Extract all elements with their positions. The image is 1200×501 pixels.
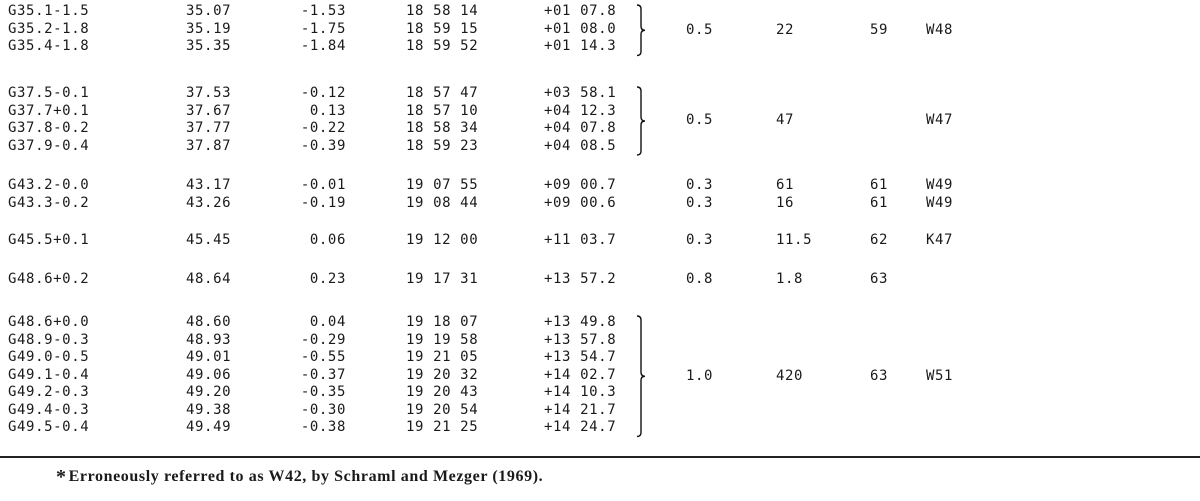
table-row (0, 402, 1200, 419)
longitude-cell: 37.53 (186, 85, 232, 101)
right-ascension-cell: 19 12 00 (406, 232, 479, 248)
column-eight-cell: 63 (870, 271, 889, 287)
right-ascension-cell: 19 07 55 (406, 177, 479, 193)
latitude-cell: 0.13 (309, 102, 346, 119)
source-name-cell: G35.4-1.8 (8, 38, 90, 54)
group-values-row (0, 368, 1200, 385)
longitude-cell: 48.64 (186, 271, 232, 287)
table-row (0, 138, 1200, 155)
source-name-cell: G35.1-1.5 (8, 3, 90, 19)
right-ascension-cell: 19 21 25 (406, 419, 479, 435)
longitude-cell: 48.93 (186, 331, 232, 348)
source-name-cell: G48.6+0.2 (8, 271, 90, 287)
latitude-cell: -1.53 (300, 3, 346, 19)
table-row (0, 85, 1200, 102)
declination-cell: +11 03.7 (544, 232, 617, 248)
right-ascension-cell: 19 18 07 (406, 314, 479, 330)
source-name-cell: G48.9-0.3 (8, 331, 90, 348)
flux-cell: 420 (776, 367, 804, 384)
declination-cell: +01 07.8 (544, 3, 617, 19)
right-ascension-cell: 19 19 58 (406, 331, 479, 348)
latitude-cell: -0.38 (300, 419, 346, 435)
column-eight-cell: 61 (870, 177, 889, 193)
longitude-cell: 37.77 (186, 120, 232, 136)
latitude-cell: -0.29 (300, 331, 346, 348)
source-name-cell: G37.8-0.2 (8, 120, 90, 136)
latitude-cell: -0.01 (300, 177, 346, 193)
latitude-cell: -0.35 (300, 384, 346, 400)
column-eight-cell: 61 (870, 194, 889, 211)
right-ascension-cell: 18 59 15 (406, 20, 479, 37)
latitude-cell: -0.19 (300, 194, 346, 211)
longitude-cell: 43.17 (186, 177, 232, 193)
longitude-cell: 37.87 (186, 137, 232, 154)
longitude-cell: 49.01 (186, 349, 232, 365)
declination-cell: +09 00.7 (544, 177, 617, 193)
source-name-cell: G37.9-0.4 (8, 137, 90, 154)
latitude-cell: -1.75 (300, 20, 346, 37)
declination-cell: +14 10.3 (544, 384, 617, 400)
flux-cell: 47 (776, 112, 795, 129)
longitude-cell: 35.35 (186, 38, 232, 54)
right-ascension-cell: 18 59 23 (406, 137, 479, 154)
right-ascension-cell: 18 58 14 (406, 3, 479, 19)
group-values-row (0, 22, 1200, 39)
diameter-cell: 0.3 (686, 194, 714, 211)
table-row (0, 332, 1200, 349)
source-name-cell: G49.5-0.4 (8, 419, 90, 435)
declination-cell: +13 57.8 (544, 331, 617, 348)
latitude-cell: 0.06 (309, 232, 346, 248)
declination-cell: +04 07.8 (544, 120, 617, 136)
longitude-cell: 35.07 (186, 3, 232, 19)
longitude-cell: 49.49 (186, 419, 232, 435)
footnote-text: Erroneously referred to as W42, by Schraml and Mezger (1969). (68, 468, 544, 485)
table-bottom-rule (0, 456, 1200, 458)
table-row (0, 384, 1200, 401)
flux-cell: 61 (776, 177, 795, 193)
right-ascension-cell: 18 57 47 (406, 85, 479, 101)
latitude-cell: -1.84 (300, 38, 346, 54)
source-name-cell: G43.3-0.2 (8, 194, 90, 211)
table-row (0, 3, 1200, 20)
flux-cell: 16 (776, 194, 795, 211)
latitude-cell: 0.23 (309, 271, 346, 287)
flux-cell: 22 (776, 21, 795, 38)
reference-cell: K47 (926, 232, 954, 248)
reference-cell: W47 (926, 112, 954, 129)
declination-cell: +13 49.8 (544, 314, 617, 330)
right-ascension-cell: 19 20 54 (406, 401, 479, 418)
table-row (0, 349, 1200, 366)
longitude-cell: 48.60 (186, 314, 232, 330)
declination-cell: +03 58.1 (544, 85, 617, 101)
longitude-cell: 49.38 (186, 401, 232, 418)
right-ascension-cell: 19 20 32 (406, 366, 479, 383)
diameter-cell: 0.3 (686, 177, 714, 193)
latitude-cell: 0.04 (309, 314, 346, 330)
latitude-cell: -0.30 (300, 401, 346, 418)
source-name-cell: G49.2-0.3 (8, 384, 90, 400)
flux-cell: 1.8 (776, 271, 804, 287)
diameter-cell: 0.8 (686, 271, 714, 287)
latitude-cell: -0.22 (300, 120, 346, 136)
source-name-cell: G43.2-0.0 (8, 177, 90, 193)
source-name-cell: G49.4-0.3 (8, 401, 90, 418)
footnote-marker: * (56, 466, 67, 488)
right-ascension-cell: 18 58 34 (406, 120, 479, 136)
right-ascension-cell: 19 17 31 (406, 271, 479, 287)
latitude-cell: -0.12 (300, 85, 346, 101)
latitude-cell: -0.37 (300, 366, 346, 383)
table-row (0, 314, 1200, 331)
source-name-cell: G37.7+0.1 (8, 102, 90, 119)
column-eight-cell: 62 (870, 232, 889, 248)
diameter-cell: 0.5 (686, 112, 714, 129)
longitude-cell: 37.67 (186, 102, 232, 119)
table-row (0, 232, 1200, 249)
table-row (0, 195, 1200, 212)
longitude-cell: 35.19 (186, 20, 232, 37)
declination-cell: +14 24.7 (544, 419, 617, 435)
flux-cell: 11.5 (776, 232, 813, 248)
right-ascension-cell: 19 20 43 (406, 384, 479, 400)
source-name-cell: G48.6+0.0 (8, 314, 90, 330)
right-ascension-cell: 18 57 10 (406, 102, 479, 119)
reference-cell: W49 (926, 194, 954, 211)
declination-cell: +01 08.0 (544, 20, 617, 37)
table-row (0, 177, 1200, 194)
column-eight-cell: 59 (870, 21, 889, 38)
diameter-cell: 0.3 (686, 232, 714, 248)
column-eight-cell: 63 (870, 367, 889, 384)
reference-cell: W48 (926, 21, 954, 38)
diameter-cell: 1.0 (686, 367, 714, 384)
latitude-cell: -0.39 (300, 137, 346, 154)
source-name-cell: G45.5+0.1 (8, 232, 90, 248)
source-name-cell: G35.2-1.8 (8, 20, 90, 37)
source-name-cell: G37.5-0.1 (8, 85, 90, 101)
declination-cell: +13 54.7 (544, 349, 617, 365)
group-values-row (0, 112, 1200, 129)
declination-cell: +01 14.3 (544, 38, 617, 54)
longitude-cell: 49.06 (186, 366, 232, 383)
declination-cell: +13 57.2 (544, 271, 617, 287)
declination-cell: +09 00.6 (544, 194, 617, 211)
declination-cell: +14 02.7 (544, 366, 617, 383)
longitude-cell: 45.45 (186, 232, 232, 248)
declination-cell: +14 21.7 (544, 401, 617, 418)
source-name-cell: G49.1-0.4 (8, 366, 90, 383)
reference-cell: W51 (926, 367, 954, 384)
longitude-cell: 43.26 (186, 194, 232, 211)
source-name-cell: G49.0-0.5 (8, 349, 90, 365)
declination-cell: +04 08.5 (544, 137, 617, 154)
longitude-cell: 49.20 (186, 384, 232, 400)
footnote (56, 466, 543, 489)
right-ascension-cell: 18 59 52 (406, 38, 479, 54)
table-row (0, 38, 1200, 55)
diameter-cell: 0.5 (686, 21, 714, 38)
right-ascension-cell: 19 21 05 (406, 349, 479, 365)
latitude-cell: -0.55 (300, 349, 346, 365)
declination-cell: +04 12.3 (544, 102, 617, 119)
table-row (0, 419, 1200, 436)
reference-cell: W49 (926, 177, 954, 193)
table-row (0, 271, 1200, 288)
right-ascension-cell: 19 08 44 (406, 194, 479, 211)
